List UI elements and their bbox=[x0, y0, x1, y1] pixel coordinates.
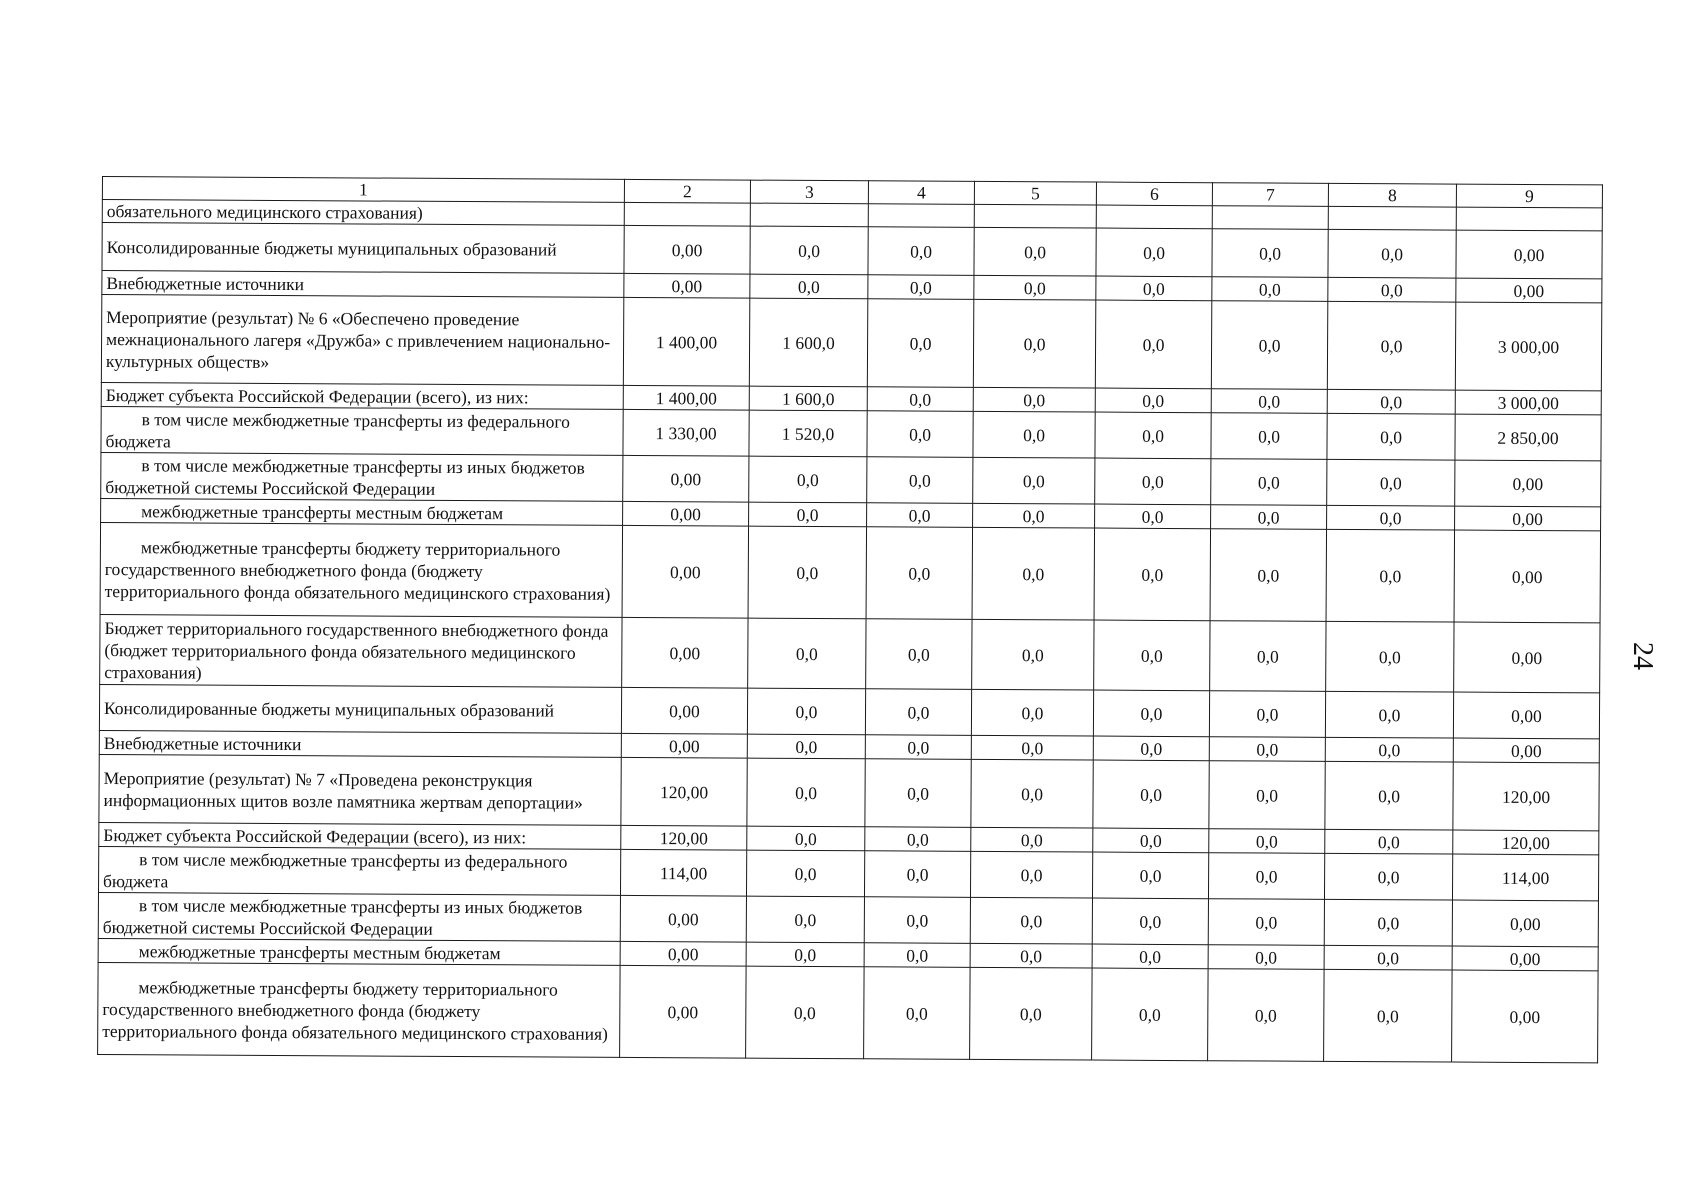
row-label-text: межбюджетные трансферты бюджету территориального государственного внебюджетного фонда (бюджету территориального фонда обязательного медицинского страхования) bbox=[102, 976, 608, 1044]
row-label bbox=[102, 200, 624, 226]
value-cell-col-9: 0,00 bbox=[1455, 506, 1601, 531]
value-cell-col-8: 0,0 bbox=[1325, 737, 1453, 762]
value-cell-col-5: 0,0 bbox=[973, 299, 1095, 388]
value-cell-col-6: 0,0 bbox=[1093, 736, 1209, 761]
value-cell-col-8: 0,0 bbox=[1327, 459, 1455, 506]
value-cell-col-5: 0,0 bbox=[970, 943, 1092, 968]
column-header: 2 bbox=[624, 179, 750, 203]
value-cell-col-4: 0,0 bbox=[867, 503, 973, 528]
row-label-text: межбюджетные трансферты местным бюджетам bbox=[138, 940, 501, 963]
value-cell-col-5: 0,0 bbox=[972, 527, 1095, 620]
value-cell-col-3: 0,0 bbox=[749, 456, 867, 503]
value-cell-col-9 bbox=[1456, 207, 1602, 231]
value-cell-col-6: 0,0 bbox=[1095, 458, 1211, 505]
row-label bbox=[101, 498, 623, 525]
value-cell-col-9: 0,00 bbox=[1455, 460, 1601, 507]
value-cell-col-6: 0,0 bbox=[1095, 504, 1211, 529]
value-cell-col-2: 1 400,00 bbox=[623, 385, 749, 410]
value-cell-col-5: 0,0 bbox=[972, 619, 1094, 690]
value-cell-col-3: 0,0 bbox=[748, 618, 866, 689]
value-cell-col-4: 0,0 bbox=[868, 275, 974, 300]
value-cell-col-8: 0,0 bbox=[1327, 505, 1455, 530]
value-cell-col-6: 0,0 bbox=[1096, 276, 1212, 301]
value-cell-col-8: 0,0 bbox=[1326, 621, 1454, 692]
row-label bbox=[102, 223, 624, 274]
value-cell-col-9: 120,00 bbox=[1453, 762, 1599, 831]
value-cell-col-3: 0,0 bbox=[750, 274, 868, 299]
value-cell-col-5: 0,0 bbox=[970, 897, 1092, 944]
table-row bbox=[100, 614, 1600, 692]
value-cell-col-7: 0,0 bbox=[1208, 969, 1325, 1062]
row-label bbox=[99, 822, 621, 849]
row-label bbox=[99, 754, 621, 825]
table-row bbox=[101, 295, 1601, 391]
value-cell-col-4: 0,0 bbox=[867, 387, 973, 412]
row-label-text: в том числе межбюджетные трансферты из федерального бюджета bbox=[105, 408, 570, 451]
column-header: 1 bbox=[102, 177, 624, 203]
value-cell-col-3: 0,0 bbox=[748, 526, 867, 619]
value-cell-col-2: 0,00 bbox=[620, 895, 746, 942]
table-body bbox=[98, 200, 1603, 1063]
value-cell-col-4: 0,0 bbox=[864, 851, 970, 898]
table-row bbox=[101, 406, 1601, 460]
row-label bbox=[100, 614, 622, 687]
value-cell-col-4: 0,0 bbox=[866, 619, 972, 690]
value-cell-col-8: 0,0 bbox=[1326, 529, 1455, 622]
value-cell-col-7: 0,0 bbox=[1209, 829, 1325, 854]
value-cell-col-9: 120,00 bbox=[1453, 830, 1599, 855]
value-cell-col-2: 1 400,00 bbox=[623, 297, 749, 386]
page-number: 24 bbox=[1627, 642, 1658, 670]
value-cell-col-7: 0,0 bbox=[1211, 459, 1327, 506]
value-cell-col-2: 0,00 bbox=[622, 617, 748, 688]
value-cell-col-7: 0,0 bbox=[1211, 301, 1327, 390]
value-cell-col-3: 0,0 bbox=[749, 502, 867, 527]
document-page bbox=[97, 176, 1602, 1063]
value-cell-col-7: 0,0 bbox=[1212, 277, 1328, 302]
value-cell-col-9: 114,00 bbox=[1452, 854, 1598, 901]
value-cell-col-8: 0,0 bbox=[1327, 301, 1455, 390]
value-cell-col-4: 0,0 bbox=[865, 827, 971, 852]
row-label bbox=[101, 295, 623, 386]
table-row bbox=[100, 522, 1600, 622]
value-cell-col-4: 0,0 bbox=[864, 897, 970, 944]
value-cell-col-4: 0,0 bbox=[864, 967, 971, 1060]
budget-table bbox=[97, 176, 1603, 1063]
value-cell-col-9: 0,00 bbox=[1456, 278, 1602, 303]
column-header: 9 bbox=[1456, 184, 1602, 208]
value-cell-col-8 bbox=[1328, 206, 1456, 230]
value-cell-col-5: 0,0 bbox=[971, 735, 1093, 760]
value-cell-col-2: 0,00 bbox=[620, 941, 746, 966]
value-cell-col-3: 0,0 bbox=[746, 966, 865, 1059]
value-cell-col-2: 0,00 bbox=[621, 687, 747, 734]
value-cell-col-2: 114,00 bbox=[620, 849, 746, 896]
value-cell-col-5: 0,0 bbox=[973, 387, 1095, 412]
row-label-text: Консолидированные бюджеты муниципальных образований bbox=[103, 697, 555, 721]
value-cell-col-7: 0,0 bbox=[1208, 945, 1324, 970]
value-cell-col-4: 0,0 bbox=[867, 457, 973, 504]
value-cell-col-3: 0,0 bbox=[746, 942, 864, 967]
value-cell-col-2: 0,00 bbox=[623, 455, 749, 502]
value-cell-col-9: 0,00 bbox=[1456, 230, 1602, 279]
value-cell-col-5: 0,0 bbox=[971, 759, 1093, 828]
value-cell-col-4: 0,0 bbox=[864, 943, 970, 968]
value-cell-col-6: 0,0 bbox=[1094, 620, 1210, 691]
value-cell-col-9: 0,00 bbox=[1452, 900, 1598, 947]
column-header: 4 bbox=[868, 181, 974, 205]
value-cell-col-6 bbox=[1096, 205, 1212, 229]
table-row bbox=[98, 892, 1598, 946]
value-cell-col-3: 1 520,0 bbox=[749, 410, 867, 457]
value-cell-col-4: 0,0 bbox=[867, 411, 973, 458]
value-cell-col-8: 0,0 bbox=[1325, 761, 1453, 830]
row-label-text: Бюджет субъекта Российской Федерации (всего), из них: bbox=[103, 824, 527, 847]
table-row bbox=[102, 223, 1602, 279]
row-label-text: Бюджет территориального государственного внебюджетного фонда (бюджет территориального фонда обязательного медицинского страхования) bbox=[104, 617, 609, 683]
value-cell-col-8: 0,0 bbox=[1324, 945, 1452, 970]
table-row bbox=[99, 754, 1599, 830]
value-cell-col-6: 0,0 bbox=[1092, 898, 1208, 945]
value-cell-col-5: 0,0 bbox=[973, 411, 1095, 458]
value-cell-col-6: 0,0 bbox=[1093, 828, 1209, 853]
row-label bbox=[102, 271, 624, 298]
value-cell-col-9: 0,00 bbox=[1454, 622, 1600, 693]
row-label bbox=[98, 892, 620, 941]
value-cell-col-5: 0,0 bbox=[971, 827, 1093, 852]
value-cell-col-6: 0,0 bbox=[1093, 760, 1209, 829]
value-cell-col-6: 0,0 bbox=[1096, 228, 1212, 277]
value-cell-col-7: 0,0 bbox=[1211, 389, 1327, 414]
value-cell-col-6: 0,0 bbox=[1095, 388, 1211, 413]
value-cell-col-3: 0,0 bbox=[746, 850, 864, 897]
value-cell-col-8: 0,0 bbox=[1324, 969, 1453, 1062]
value-cell-col-8: 0,0 bbox=[1328, 277, 1456, 302]
value-cell-col-2: 1 330,00 bbox=[623, 409, 749, 456]
row-label bbox=[98, 962, 621, 1057]
value-cell-col-5: 0,0 bbox=[971, 689, 1093, 736]
table-row bbox=[98, 846, 1598, 900]
value-cell-col-7: 0,0 bbox=[1210, 621, 1326, 692]
row-label-text: в том числе межбюджетные трансферты из иных бюджетов бюджетной системы Российской Федерации bbox=[105, 454, 585, 499]
value-cell-col-9: 3 000,00 bbox=[1455, 302, 1601, 391]
value-cell-col-9: 0,00 bbox=[1452, 970, 1599, 1063]
row-label bbox=[101, 382, 623, 409]
column-header: 7 bbox=[1212, 183, 1328, 207]
column-header: 5 bbox=[974, 181, 1096, 205]
row-label bbox=[100, 522, 623, 617]
value-cell-col-3: 0,0 bbox=[750, 226, 868, 275]
value-cell-col-8: 0,0 bbox=[1328, 229, 1456, 278]
row-label-text: в том числе межбюджетные трансферты из федерального бюджета bbox=[103, 848, 568, 891]
table-row bbox=[99, 684, 1599, 738]
value-cell-col-6: 0,0 bbox=[1092, 968, 1209, 1061]
row-label bbox=[99, 730, 621, 757]
value-cell-col-7: 0,0 bbox=[1209, 761, 1325, 830]
value-cell-col-7: 0,0 bbox=[1211, 505, 1327, 530]
value-cell-col-9: 0,00 bbox=[1453, 692, 1599, 739]
value-cell-col-4: 0,0 bbox=[865, 689, 971, 736]
value-cell-col-7: 0,0 bbox=[1209, 691, 1325, 738]
value-cell-col-5: 0,0 bbox=[974, 275, 1096, 300]
value-cell-col-2: 0,00 bbox=[622, 525, 749, 618]
value-cell-col-7: 0,0 bbox=[1208, 899, 1324, 946]
value-cell-col-4: 0,0 bbox=[868, 227, 974, 276]
value-cell-col-7: 0,0 bbox=[1209, 737, 1325, 762]
value-cell-col-7: 0,0 bbox=[1208, 853, 1324, 900]
value-cell-col-2 bbox=[624, 202, 750, 226]
row-label-text: Внебюджетные источники bbox=[106, 272, 305, 294]
value-cell-col-3: 0,0 bbox=[746, 896, 864, 943]
value-cell-col-7: 0,0 bbox=[1212, 229, 1328, 278]
table-row bbox=[101, 452, 1601, 506]
value-cell-col-8: 0,0 bbox=[1327, 413, 1455, 460]
value-cell-col-3: 0,0 bbox=[747, 688, 865, 735]
value-cell-col-6: 0,0 bbox=[1092, 944, 1208, 969]
value-cell-col-6: 0,0 bbox=[1093, 690, 1209, 737]
row-label-text: Бюджет субъекта Российской Федерации (всего), из них: bbox=[105, 384, 529, 407]
value-cell-col-3: 0,0 bbox=[747, 734, 865, 759]
value-cell-col-6: 0,0 bbox=[1092, 852, 1208, 899]
value-cell-col-5 bbox=[974, 204, 1096, 228]
row-label bbox=[99, 684, 621, 733]
row-label-text: обязательного медицинского страхования) bbox=[106, 201, 423, 223]
value-cell-col-2: 0,00 bbox=[623, 501, 749, 526]
value-cell-col-8: 0,0 bbox=[1325, 829, 1453, 854]
value-cell-col-2: 0,00 bbox=[620, 965, 747, 1058]
value-cell-col-2: 0,00 bbox=[621, 733, 747, 758]
table-row bbox=[98, 962, 1598, 1062]
row-label bbox=[98, 938, 620, 965]
value-cell-col-5: 0,0 bbox=[970, 851, 1092, 898]
value-cell-col-6: 0,0 bbox=[1095, 300, 1211, 389]
column-header: 8 bbox=[1328, 183, 1456, 207]
value-cell-col-4: 0,0 bbox=[867, 299, 973, 388]
value-cell-col-2: 120,00 bbox=[621, 825, 747, 850]
value-cell-col-9: 0,00 bbox=[1453, 738, 1599, 763]
value-cell-col-7 bbox=[1212, 206, 1328, 230]
value-cell-col-7: 0,0 bbox=[1210, 529, 1327, 622]
value-cell-col-4: 0,0 bbox=[865, 759, 971, 828]
value-cell-col-2: 0,00 bbox=[624, 273, 750, 298]
value-cell-col-8: 0,0 bbox=[1325, 691, 1453, 738]
value-cell-col-9: 0,00 bbox=[1452, 946, 1598, 971]
value-cell-col-6: 0,0 bbox=[1094, 528, 1211, 621]
value-cell-col-8: 0,0 bbox=[1324, 899, 1452, 946]
value-cell-col-3: 1 600,0 bbox=[749, 386, 867, 411]
row-label-text: межбюджетные трансферты местным бюджетам bbox=[141, 500, 504, 523]
value-cell-col-3: 0,0 bbox=[747, 758, 865, 827]
value-cell-col-9: 2 850,00 bbox=[1455, 414, 1601, 461]
value-cell-col-9: 0,00 bbox=[1454, 530, 1601, 623]
column-header: 3 bbox=[750, 180, 868, 204]
value-cell-col-4 bbox=[868, 204, 974, 228]
row-label-text: Мероприятие (результат) № 7 «Проведена реконструкция информационных щитов возле памятника жертвам депортации» bbox=[103, 767, 583, 813]
value-cell-col-4: 0,0 bbox=[865, 735, 971, 760]
value-cell-col-5: 0,0 bbox=[973, 503, 1095, 528]
row-label-text: Консолидированные бюджеты муниципальных образований bbox=[106, 236, 557, 260]
value-cell-col-8: 0,0 bbox=[1327, 389, 1455, 414]
row-label-text: Мероприятие (результат) № 6 «Обеспечено проведение межнационального лагеря «Дружба» с привлечением национально-культурных обществ» bbox=[105, 306, 611, 372]
row-label bbox=[101, 452, 623, 501]
value-cell-col-3: 0,0 bbox=[747, 826, 865, 851]
value-cell-col-2: 0,00 bbox=[624, 225, 750, 274]
value-cell-col-6: 0,0 bbox=[1095, 412, 1211, 459]
value-cell-col-9: 3 000,00 bbox=[1455, 390, 1601, 415]
row-label-text: межбюджетные трансферты бюджету территориального государственного внебюджетного фонда (бюджету территориального фонда обязательного медицинского страхования) bbox=[104, 536, 611, 604]
value-cell-col-7: 0,0 bbox=[1211, 413, 1327, 460]
row-label-text: Внебюджетные источники bbox=[103, 732, 302, 754]
value-cell-col-5: 0,0 bbox=[974, 227, 1096, 276]
row-label bbox=[98, 846, 620, 895]
value-cell-col-4: 0,0 bbox=[866, 527, 973, 620]
row-label-text: в том числе межбюджетные трансферты из иных бюджетов бюджетной системы Российской Федерации bbox=[102, 894, 583, 939]
row-label bbox=[101, 406, 623, 455]
column-header: 6 bbox=[1096, 182, 1212, 206]
value-cell-col-5: 0,0 bbox=[973, 457, 1095, 504]
value-cell-col-3 bbox=[750, 203, 868, 227]
value-cell-col-5: 0,0 bbox=[970, 967, 1093, 1060]
value-cell-col-3: 1 600,0 bbox=[749, 298, 867, 387]
value-cell-col-2: 120,00 bbox=[621, 757, 747, 826]
value-cell-col-8: 0,0 bbox=[1324, 853, 1452, 900]
